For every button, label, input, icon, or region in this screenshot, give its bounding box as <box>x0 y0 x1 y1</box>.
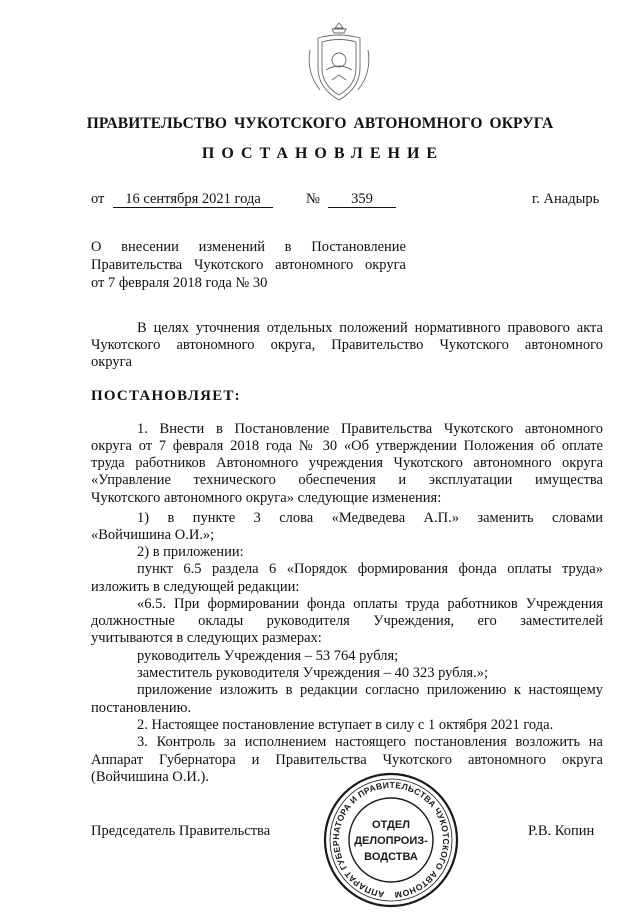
signatory-position: Председатель Правительства <box>91 823 271 839</box>
text-line: учитываются в следующих размерах: <box>91 630 322 647</box>
text-line: округа <box>91 354 132 371</box>
subitem-1 <box>137 510 603 527</box>
number-value: 359 <box>328 191 396 208</box>
text-line: изложить в следующей редакции: <box>91 579 300 595</box>
text-line: пункт 6.5 раздела 6 «Порядок формирования фонда оплаты труда» <box>137 561 603 578</box>
stamp-line-2: ДЕЛОПРОИЗ- <box>354 835 428 847</box>
quote-cont <box>91 613 603 647</box>
text-line: должностные оклады руководителя Учреждения, его заместителей <box>91 613 603 629</box>
decree-subject <box>91 238 406 292</box>
quote-amounts <box>137 648 603 700</box>
subitem-2-cont <box>91 579 603 596</box>
subitem-2 <box>137 544 603 578</box>
text-line: труда работников Автономного учреждения Чукотского автономного округа <box>91 455 603 472</box>
resolves-heading: ПОСТАНОВЛЯЕТ: <box>91 388 241 404</box>
number-field <box>328 190 396 208</box>
text-line: приложение изложить в редакции согласно приложению к настоящему <box>137 682 603 699</box>
text-line: 3. Контроль за исполнением настоящего постановления возложить на <box>137 734 603 751</box>
text-line: В целях уточнения отдельных положений нормативного правового акта <box>137 320 603 336</box>
paragraph-2 <box>137 717 603 751</box>
text-line: постановлению. <box>91 700 192 716</box>
date-label: от <box>91 191 105 207</box>
quote-start <box>137 596 603 613</box>
office-stamp <box>318 770 464 908</box>
paragraph-1 <box>137 421 603 438</box>
date-field <box>113 190 273 208</box>
signatory-name: Р.В. Копин <box>528 823 595 839</box>
paragraph-1-cont <box>91 438 603 507</box>
preamble-cont <box>91 337 603 371</box>
text-line: округа от 7 февраля 2018 года № 30 «Об утверждении Положения об оплате <box>91 438 603 454</box>
text-line: (Войчишина О.И.). <box>91 769 209 786</box>
text-line: Чукотского автономного округа, Правительство Чукотского автономного <box>91 337 603 353</box>
text-line: «Управление технического обеспечения и эксплуатации имущества <box>91 472 603 489</box>
preamble-line <box>137 320 603 337</box>
date-value: 16 сентября 2021 года <box>113 191 273 208</box>
stamp-ring-text: АППАРАТ ГУБЕРНАТОРА И ПРАВИТЕЛЬСТВА ЧУКОТСКОГО АВТОНОМ <box>330 779 452 900</box>
text-line: 1. Внести в Постановление Правительства Чукотского автономного <box>137 421 603 437</box>
text-line: руководитель Учреждения – 53 764 рубля; <box>137 648 399 664</box>
coat-of-arms-emblem <box>302 20 376 108</box>
text-line: 2. Настоящее постановление вступает в силу с 1 октября 2021 года. <box>137 717 554 733</box>
subitem-1-cont <box>91 527 603 544</box>
number-label: № <box>306 191 320 207</box>
stamp-line-1: ОТДЕЛ <box>372 819 410 831</box>
text-line: заместитель руководителя Учреждения – 40 323 рубля.»; <box>137 665 489 682</box>
appendix-cont <box>91 700 603 717</box>
text-line: 1) в пункте 3 слова «Медведева А.П.» заменить словами <box>137 510 603 526</box>
subject-line: О внесении изменений в Постановление <box>91 239 406 255</box>
text-line: Чукотского автономного округа» следующие изменения: <box>91 489 442 506</box>
text-line: Аппарат Губернатора и Правительства Чукотского автономного округа <box>91 752 603 768</box>
subject-line: от 7 февраля 2018 года № 30 <box>91 275 268 291</box>
text-line: «Войчишина О.И.»; <box>91 527 215 543</box>
government-title: ПРАВИТЕЛЬСТВО ЧУКОТСКОГО АВТОНОМНОГО ОКРУГА <box>86 115 554 132</box>
decree-title: ПОСТАНОВЛЕНИЕ <box>201 145 445 162</box>
text-line: «6.5. При формировании фонда оплаты труда работников Учреждения <box>137 596 603 612</box>
city: г. Анадырь <box>532 191 600 207</box>
stamp-line-3: ВОДСТВА <box>364 851 418 863</box>
text-line: 2) в приложении: <box>137 544 244 560</box>
subject-line: Правительства Чукотского автономного округа <box>91 257 406 273</box>
